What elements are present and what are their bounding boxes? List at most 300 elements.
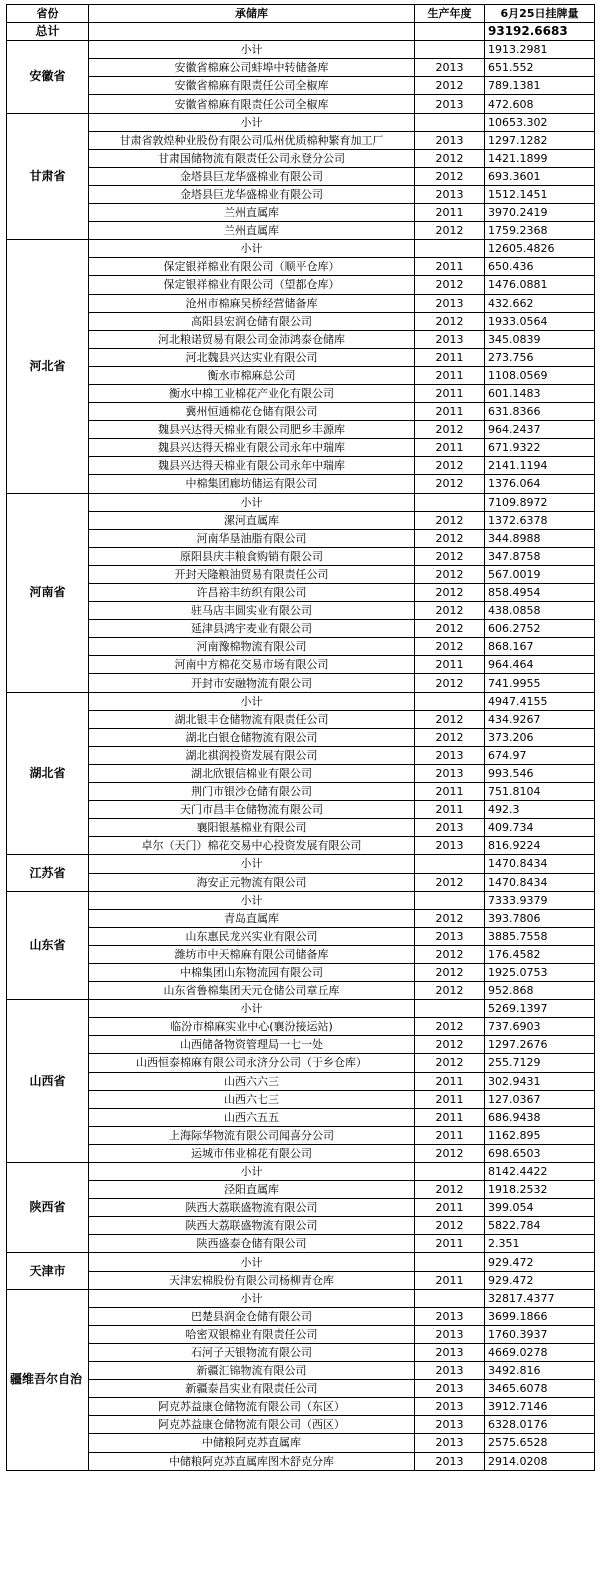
total-year-empty: [415, 23, 485, 41]
production-year: 2013: [415, 330, 485, 348]
warehouse-name: 上海际华物流有限公司闻喜分公司: [89, 1126, 415, 1144]
production-year: 2013: [415, 927, 485, 945]
production-year: 2012: [415, 728, 485, 746]
production-year: 2012: [415, 873, 485, 891]
table-row: [7, 620, 595, 638]
listed-amount: 1297.2676: [485, 1036, 595, 1054]
warehouse-name: 魏县兴达得天棉业有限公司永年中瑞库: [89, 457, 415, 475]
listed-amount: 3492.816: [485, 1362, 595, 1380]
table-row: [7, 927, 595, 945]
warehouse-name: 漯河直属库: [89, 511, 415, 529]
warehouse-name: 衡水中棉工业棉花产业化有限公司: [89, 384, 415, 402]
table-row: [7, 1362, 595, 1380]
production-year: 2012: [415, 602, 485, 620]
production-year: 2012: [415, 475, 485, 493]
warehouse-name: 中棉集团山东物流园有限公司: [89, 963, 415, 981]
listed-amount: 737.6903: [485, 1018, 595, 1036]
production-year: 2012: [415, 945, 485, 963]
table-row: [7, 1307, 595, 1325]
table-row: [7, 222, 595, 240]
production-year: 2011: [415, 204, 485, 222]
listed-amount: 302.9431: [485, 1072, 595, 1090]
listed-amount: 964.2437: [485, 421, 595, 439]
province-cell: 湖北省: [7, 692, 89, 855]
table-row: [7, 258, 595, 276]
listed-amount: 698.6503: [485, 1144, 595, 1162]
listed-amount: 650.436: [485, 258, 595, 276]
production-year: 2012: [415, 312, 485, 330]
listed-amount: 5822.784: [485, 1217, 595, 1235]
subtotal-label: 小计: [89, 891, 415, 909]
table-row: [7, 312, 595, 330]
production-year: 2011: [415, 801, 485, 819]
production-year: 2012: [415, 565, 485, 583]
production-year: [415, 1163, 485, 1181]
subtotal-amount: 1470.8434: [485, 855, 595, 873]
subtotal-label: 小计: [89, 113, 415, 131]
production-year: [415, 1000, 485, 1018]
warehouse-name: 山西六五五: [89, 1108, 415, 1126]
listed-amount: 1421.1899: [485, 149, 595, 167]
listed-amount: 671.9322: [485, 439, 595, 457]
subtotal-row: [7, 1289, 595, 1307]
subtotal-amount: 929.472: [485, 1253, 595, 1271]
listed-amount: 3699.1866: [485, 1307, 595, 1325]
table-row: [7, 149, 595, 167]
warehouse-name: 山西储备物资管理局一七一处: [89, 1036, 415, 1054]
table-row: [7, 746, 595, 764]
listed-amount: 2575.6528: [485, 1434, 595, 1452]
listed-amount: 1760.3937: [485, 1325, 595, 1343]
production-year: 2011: [415, 258, 485, 276]
listed-amount: 344.8988: [485, 529, 595, 547]
header-province: 省份: [7, 5, 89, 23]
production-year: 2011: [415, 1108, 485, 1126]
production-year: 2013: [415, 131, 485, 149]
warehouse-name: 新疆汇锦物流有限公司: [89, 1362, 415, 1380]
production-year: 2011: [415, 656, 485, 674]
table-row: [7, 710, 595, 728]
warehouse-name: 许昌裕丰纺织有限公司: [89, 584, 415, 602]
table-row: [7, 1144, 595, 1162]
production-year: 2013: [415, 764, 485, 782]
table-row: [7, 565, 595, 583]
subtotal-label: 小计: [89, 1000, 415, 1018]
table-row: [7, 1199, 595, 1217]
header-row: [7, 5, 595, 23]
warehouse-name: 开封市安融物流有限公司: [89, 674, 415, 692]
table-body: [7, 23, 595, 1471]
warehouse-name: 山西六七三: [89, 1090, 415, 1108]
production-year: 2012: [415, 149, 485, 167]
subtotal-amount: 1913.2981: [485, 41, 595, 59]
province-cell: 疆维吾尔自治: [7, 1289, 89, 1470]
table-row: [7, 1434, 595, 1452]
production-year: 2013: [415, 1416, 485, 1434]
warehouse-name: 金塔县巨龙华盛棉业有限公司: [89, 167, 415, 185]
warehouse-name: 陕西大荔联盛物流有限公司: [89, 1217, 415, 1235]
subtotal-row: [7, 240, 595, 258]
production-year: 2012: [415, 584, 485, 602]
table-row: [7, 529, 595, 547]
listed-amount: 345.0839: [485, 330, 595, 348]
table-row: [7, 837, 595, 855]
listed-amount: 674.97: [485, 746, 595, 764]
production-year: 2012: [415, 529, 485, 547]
production-year: 2013: [415, 185, 485, 203]
production-year: [415, 493, 485, 511]
table-row: [7, 963, 595, 981]
listed-amount: 373.206: [485, 728, 595, 746]
listed-amount: 3465.6078: [485, 1380, 595, 1398]
table-row: [7, 384, 595, 402]
subtotal-label: 小计: [89, 1289, 415, 1307]
table-row: [7, 801, 595, 819]
total-row: [7, 23, 595, 41]
listed-amount: 3885.7558: [485, 927, 595, 945]
listed-amount: 1925.0753: [485, 963, 595, 981]
production-year: 2013: [415, 1380, 485, 1398]
subtotal-row: [7, 1163, 595, 1181]
warehouse-name: 卓尔（天门）棉花交易中心投资发展有限公司: [89, 837, 415, 855]
table-row: [7, 1235, 595, 1253]
warehouse-name: 兰州直属库: [89, 204, 415, 222]
header-year: 生产年度: [415, 5, 485, 23]
province-cell: 河北省: [7, 240, 89, 493]
warehouse-name: 石河子天银物流有限公司: [89, 1343, 415, 1361]
table-row: [7, 439, 595, 457]
listed-amount: 751.8104: [485, 783, 595, 801]
table-row: [7, 945, 595, 963]
production-year: 2012: [415, 547, 485, 565]
production-year: [415, 855, 485, 873]
listed-amount: 686.9438: [485, 1108, 595, 1126]
total-amount: 93192.6683: [485, 23, 595, 41]
subtotal-amount: 10653.302: [485, 113, 595, 131]
production-year: 2013: [415, 1362, 485, 1380]
table-row: [7, 1416, 595, 1434]
table-row: [7, 167, 595, 185]
subtotal-amount: 7333.9379: [485, 891, 595, 909]
listed-amount: 409.734: [485, 819, 595, 837]
subtotal-amount: 12605.4826: [485, 240, 595, 258]
production-year: [415, 1289, 485, 1307]
production-year: 2013: [415, 1434, 485, 1452]
province-cell: 陕西省: [7, 1163, 89, 1253]
production-year: 2012: [415, 710, 485, 728]
table-row: [7, 77, 595, 95]
listed-amount: 952.868: [485, 982, 595, 1000]
subtotal-label: 小计: [89, 855, 415, 873]
table-row: [7, 475, 595, 493]
production-year: 2011: [415, 403, 485, 421]
table-row: [7, 1398, 595, 1416]
listed-amount: 1162.895: [485, 1126, 595, 1144]
production-year: 2013: [415, 746, 485, 764]
production-year: 2011: [415, 1090, 485, 1108]
subtotal-amount: 4947.4155: [485, 692, 595, 710]
production-year: 2013: [415, 294, 485, 312]
production-year: 2013: [415, 1452, 485, 1470]
subtotal-amount: 5269.1397: [485, 1000, 595, 1018]
listed-amount: 741.9955: [485, 674, 595, 692]
table-row: [7, 1126, 595, 1144]
province-cell: 甘肃省: [7, 113, 89, 240]
production-year: [415, 240, 485, 258]
warehouse-name: 延津县鸿宇麦业有限公司: [89, 620, 415, 638]
province-cell: 河南省: [7, 493, 89, 692]
production-year: 2012: [415, 1036, 485, 1054]
production-year: [415, 692, 485, 710]
production-year: 2012: [415, 222, 485, 240]
production-year: 2012: [415, 511, 485, 529]
listed-amount: 399.054: [485, 1199, 595, 1217]
table-row: [7, 348, 595, 366]
warehouse-name: 青岛直属库: [89, 909, 415, 927]
listed-amount: 347.8758: [485, 547, 595, 565]
subtotal-label: 小计: [89, 692, 415, 710]
table-row: [7, 873, 595, 891]
warehouse-name: 天津宏棉股份有限公司杨柳青仓库: [89, 1271, 415, 1289]
warehouse-name: 河南豫棉物流有限公司: [89, 638, 415, 656]
production-year: [415, 113, 485, 131]
listed-amount: 432.662: [485, 294, 595, 312]
subtotal-label: 小计: [89, 240, 415, 258]
table-row: [7, 1018, 595, 1036]
listed-amount: 127.0367: [485, 1090, 595, 1108]
table-row: [7, 276, 595, 294]
table-row: [7, 1217, 595, 1235]
warehouse-name: 原阳县庆丰粮食购销有限公司: [89, 547, 415, 565]
warehouse-name: 魏县兴达得天棉业有限公司永年中瑞库: [89, 439, 415, 457]
listed-amount: 434.9267: [485, 710, 595, 728]
subtotal-row: [7, 113, 595, 131]
table-row: [7, 819, 595, 837]
production-year: 2011: [415, 783, 485, 801]
listed-amount: 2914.0208: [485, 1452, 595, 1470]
listed-amount: 6328.0176: [485, 1416, 595, 1434]
listed-amount: 868.167: [485, 638, 595, 656]
warehouse-name: 安徽省棉麻有限责任公司全椒库: [89, 77, 415, 95]
table-row: [7, 638, 595, 656]
production-year: 2013: [415, 837, 485, 855]
warehouse-name: 河北粮诺贸易有限公司金沛鸿泰仓储库: [89, 330, 415, 348]
subtotal-row: [7, 692, 595, 710]
warehouse-name: 阿克苏益康仓储物流有限公司（西区）: [89, 1416, 415, 1434]
warehouse-name: 山西恒泰棉麻有限公司永济分公司（于乡仓库）: [89, 1054, 415, 1072]
subtotal-row: [7, 855, 595, 873]
production-year: 2012: [415, 982, 485, 1000]
warehouse-name: 中储粮阿克苏直属库: [89, 1434, 415, 1452]
warehouse-name: 山东惠民龙兴实业有限公司: [89, 927, 415, 945]
listed-amount: 606.2752: [485, 620, 595, 638]
production-year: 2013: [415, 95, 485, 113]
production-year: 2012: [415, 674, 485, 692]
production-year: 2012: [415, 77, 485, 95]
warehouse-name: 运城市伟业棉花有限公司: [89, 1144, 415, 1162]
production-year: 2011: [415, 1271, 485, 1289]
production-year: 2013: [415, 819, 485, 837]
table-row: [7, 294, 595, 312]
table-row: [7, 656, 595, 674]
warehouse-name: 沧州市棉麻吴桥经营储备库: [89, 294, 415, 312]
subtotal-row: [7, 41, 595, 59]
header-amount: 6月25日挂牌量: [485, 5, 595, 23]
listed-amount: 1376.064: [485, 475, 595, 493]
production-year: 2013: [415, 59, 485, 77]
table-row: [7, 95, 595, 113]
production-year: 2013: [415, 1343, 485, 1361]
table-row: [7, 204, 595, 222]
warehouse-name: 安徽省棉麻有限责任公司全椒库: [89, 95, 415, 113]
listed-amount: 2141.1194: [485, 457, 595, 475]
listed-amount: 964.464: [485, 656, 595, 674]
listed-amount: 176.4582: [485, 945, 595, 963]
warehouse-name: 湖北欣银信棉业有限公司: [89, 764, 415, 782]
warehouse-name: 新疆泰昌实业有限责任公司: [89, 1380, 415, 1398]
subtotal-row: [7, 1000, 595, 1018]
table-row: [7, 1181, 595, 1199]
listed-amount: 393.7806: [485, 909, 595, 927]
table-row: [7, 728, 595, 746]
warehouse-name: 甘肃国储物流有限责任公司永登分公司: [89, 149, 415, 167]
listed-amount: 993.546: [485, 764, 595, 782]
warehouse-name: 陕西盛泰仓储有限公司: [89, 1235, 415, 1253]
production-year: [415, 41, 485, 59]
listed-amount: 472.608: [485, 95, 595, 113]
table-row: [7, 421, 595, 439]
table-row: [7, 330, 595, 348]
table-row: [7, 547, 595, 565]
warehouse-name: 保定银祥棉业有限公司（顺平仓库）: [89, 258, 415, 276]
warehouse-name: 兰州直属库: [89, 222, 415, 240]
warehouse-name: 巴楚县润金仓储有限公司: [89, 1307, 415, 1325]
subtotal-row: [7, 1253, 595, 1271]
table-row: [7, 783, 595, 801]
header-warehouse: 承储库: [89, 5, 415, 23]
warehouse-name: 保定银祥棉业有限公司（望都仓库）: [89, 276, 415, 294]
listed-amount: 3970.2419: [485, 204, 595, 222]
warehouse-name: 阿克苏益康仓储物流有限公司（东区）: [89, 1398, 415, 1416]
production-year: 2013: [415, 1307, 485, 1325]
subtotal-label: 小计: [89, 41, 415, 59]
production-year: 2013: [415, 1398, 485, 1416]
warehouse-name: 荆门市银沙仓储有限公司: [89, 783, 415, 801]
subtotal-row: [7, 493, 595, 511]
production-year: 2011: [415, 1235, 485, 1253]
table-row: [7, 1325, 595, 1343]
production-year: 2011: [415, 384, 485, 402]
subtotal-amount: 7109.8972: [485, 493, 595, 511]
listed-amount: 1476.0881: [485, 276, 595, 294]
table-row: [7, 366, 595, 384]
subtotal-amount: 32817.4377: [485, 1289, 595, 1307]
table-row: [7, 674, 595, 692]
listed-amount: 492.3: [485, 801, 595, 819]
table-row: [7, 403, 595, 421]
subtotal-row: [7, 891, 595, 909]
production-year: 2011: [415, 1072, 485, 1090]
table-row: [7, 1343, 595, 1361]
listed-amount: 2.351: [485, 1235, 595, 1253]
production-year: 2012: [415, 638, 485, 656]
warehouse-name: 湖北祺润投资发展有限公司: [89, 746, 415, 764]
warehouse-name: 安徽省棉麻公司蚌埠中转储备库: [89, 59, 415, 77]
table-row: [7, 131, 595, 149]
listed-amount: 3912.7146: [485, 1398, 595, 1416]
cotton-auction-table: [6, 4, 595, 1471]
listed-amount: 4669.0278: [485, 1343, 595, 1361]
listed-amount: 1470.8434: [485, 873, 595, 891]
production-year: 2012: [415, 620, 485, 638]
province-cell: 山东省: [7, 891, 89, 1000]
production-year: 2012: [415, 421, 485, 439]
listed-amount: 789.1381: [485, 77, 595, 95]
warehouse-name: 海安正元物流有限公司: [89, 873, 415, 891]
production-year: 2011: [415, 439, 485, 457]
subtotal-label: 小计: [89, 1253, 415, 1271]
production-year: 2012: [415, 963, 485, 981]
production-year: 2013: [415, 1325, 485, 1343]
warehouse-name: 陕西大荔联盛物流有限公司: [89, 1199, 415, 1217]
table-row: [7, 584, 595, 602]
total-label: 总计: [7, 23, 89, 41]
production-year: 2012: [415, 167, 485, 185]
table-row: [7, 602, 595, 620]
warehouse-name: 泾阳直属库: [89, 1181, 415, 1199]
subtotal-label: 小计: [89, 493, 415, 511]
table-row: [7, 185, 595, 203]
listed-amount: 1108.0569: [485, 366, 595, 384]
warehouse-name: 湖北银丰仓储物流有限责任公司: [89, 710, 415, 728]
warehouse-name: 河南中方棉花交易市场有限公司: [89, 656, 415, 674]
production-year: 2012: [415, 457, 485, 475]
subtotal-amount: 8142.4422: [485, 1163, 595, 1181]
warehouse-name: 中棉集团廊坊储运有限公司: [89, 475, 415, 493]
production-year: 2012: [415, 1144, 485, 1162]
warehouse-name: 甘肃省敦煌种业股份有限公司瓜州优质棉种繁育加工厂: [89, 131, 415, 149]
warehouse-name: 驻马店丰圆实业有限公司: [89, 602, 415, 620]
table-row: [7, 764, 595, 782]
table-row: [7, 1108, 595, 1126]
production-year: [415, 1253, 485, 1271]
warehouse-name: 临汾市棉麻实业中心(襄汾接运站): [89, 1018, 415, 1036]
warehouse-name: 金塔县巨龙华盛棉业有限公司: [89, 185, 415, 203]
warehouse-name: 高阳县宏润仓储有限公司: [89, 312, 415, 330]
province-cell: 天津市: [7, 1253, 89, 1289]
listed-amount: 1933.0564: [485, 312, 595, 330]
table-row: [7, 1072, 595, 1090]
listed-amount: 929.472: [485, 1271, 595, 1289]
warehouse-name: 潍坊市中天棉麻有限公司储备库: [89, 945, 415, 963]
subtotal-label: 小计: [89, 1163, 415, 1181]
table-row: [7, 909, 595, 927]
listed-amount: 631.8366: [485, 403, 595, 421]
listed-amount: 1759.2368: [485, 222, 595, 240]
listed-amount: 438.0858: [485, 602, 595, 620]
production-year: 2011: [415, 366, 485, 384]
listed-amount: 255.7129: [485, 1054, 595, 1072]
production-year: 2012: [415, 1217, 485, 1235]
production-year: 2012: [415, 1054, 485, 1072]
listed-amount: 858.4954: [485, 584, 595, 602]
province-cell: 安徽省: [7, 41, 89, 113]
table-row: [7, 1054, 595, 1072]
warehouse-name: 湖北白银仓储物流有限公司: [89, 728, 415, 746]
listed-amount: 651.552: [485, 59, 595, 77]
table-row: [7, 1271, 595, 1289]
production-year: 2011: [415, 1199, 485, 1217]
